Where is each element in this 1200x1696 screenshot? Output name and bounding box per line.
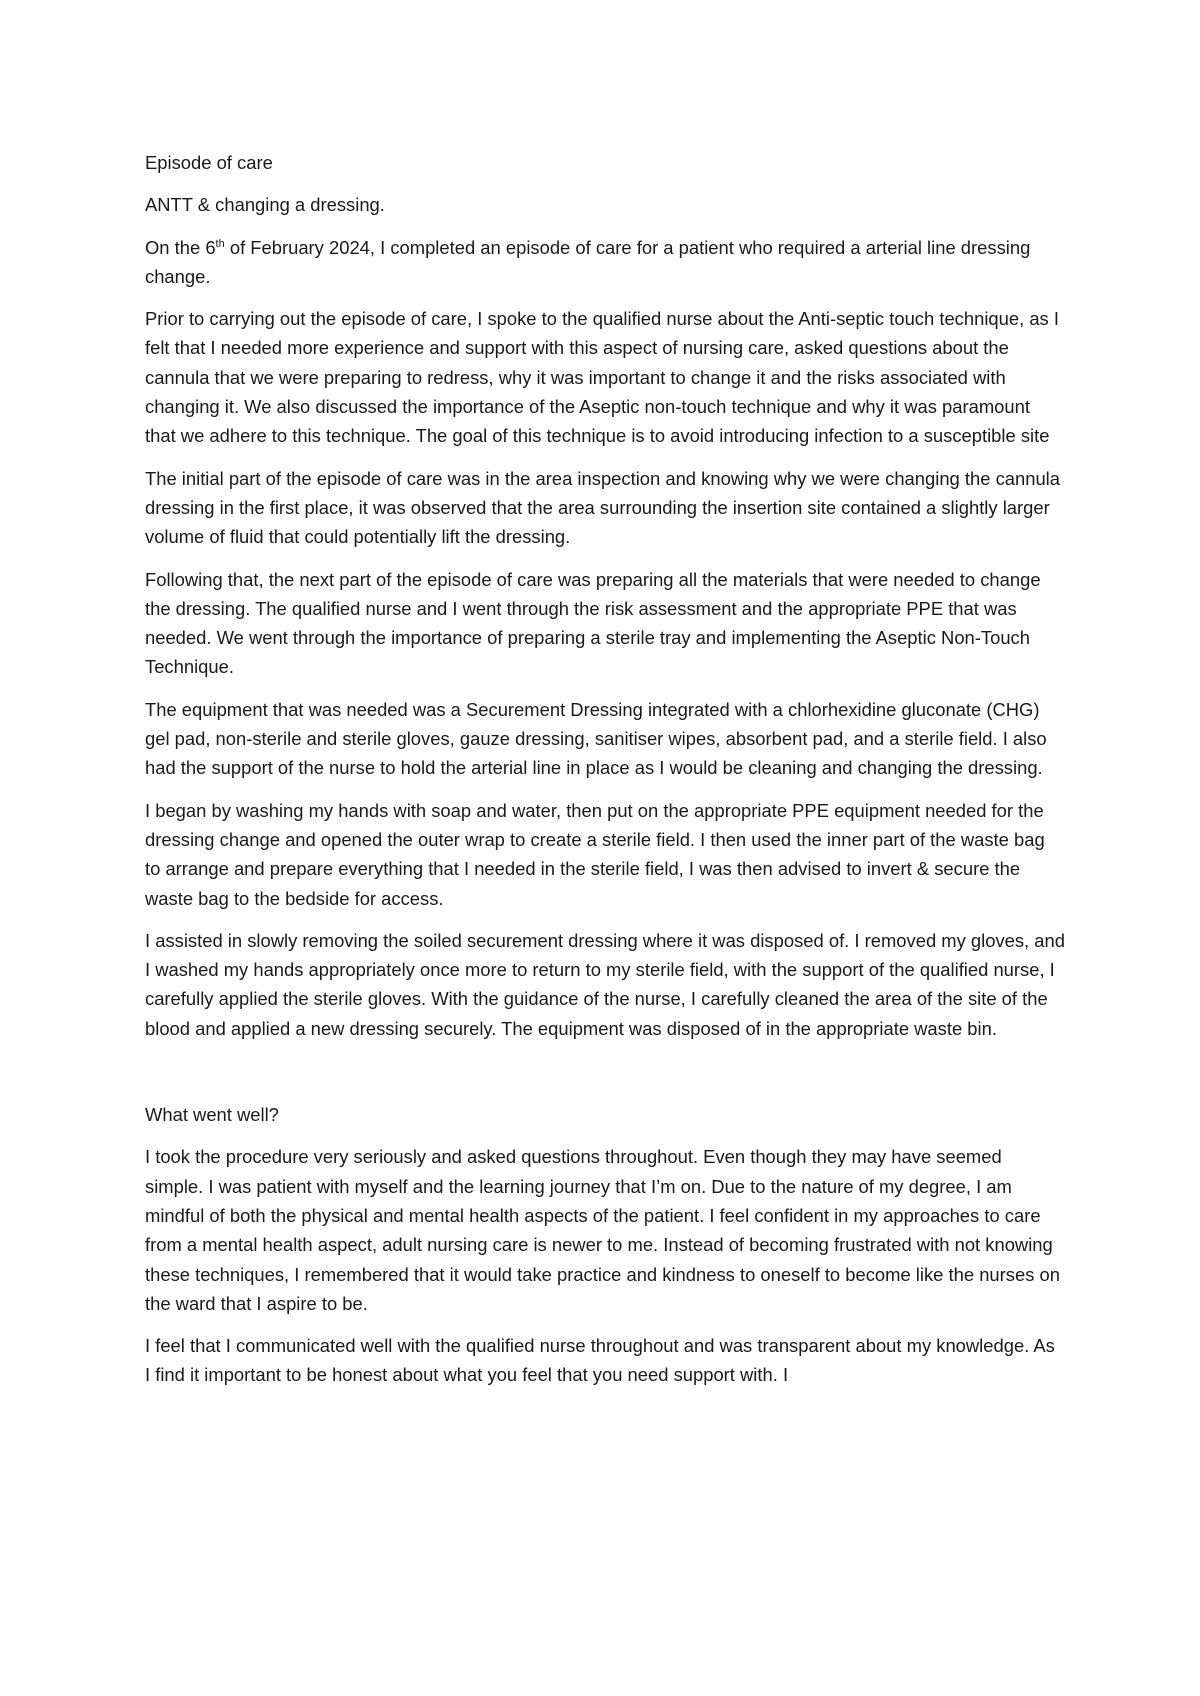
intro-text-before: On the 6 — [145, 236, 216, 258]
body-paragraph: Prior to carrying out the episode of care, I spoke to the qualified nurse about the Anti-septic touch technique, as I felt that I needed more experience and support with this aspect of nursing care, asked questions about the cannula that we were preparing to redress, why it was important to change it and the risks associated with changing it. We also discussed the importance of the Aseptic non-touch technique and why it was paramount that we adhere to this technique. The goal of this technique is to avoid introducing infection to a susceptible site — [145, 308, 1059, 447]
body-paragraph: The equipment that was needed was a Securement Dressing integrated with a chlorhexidine gluconate (CHG) gel pad, non-sterile and sterile gloves, gauze dressing, sanitiser wipes, absorbent pad, and a sterile field. I also had the support of the nurse to hold the arterial line in place as I would be cleaning and changing the dressing. — [145, 698, 1047, 779]
document-title: Episode of care — [145, 152, 273, 173]
section-spacer — [145, 1056, 1065, 1100]
document-subtitle: ANTT & changing a dressing. — [145, 194, 385, 216]
ordinal-suffix: th — [215, 237, 225, 250]
section-paragraph: I feel that I communicated well with the qualified nurse throughout and was transparent about my knowledge. As I find it important to be honest about what you feel that you need support with. I — [145, 1335, 1055, 1386]
section-heading: What went well? — [145, 1104, 279, 1126]
section-paragraph: I took the procedure very seriously and asked questions throughout. Even though they may have seemed simple. I was patient with myself and the learning journey that I’m on. Due to the nature of my degree, I am mindful of both the physical and mental health aspects of the patient. I feel confident in my approaches to care from a mental health aspect, adult nursing care is newer to me. Instead of becoming frustrated with not knowing these techniques, I remembered that it would take practice and kindness to oneself to become like the nurses on the ward that I aspire to be. — [145, 1146, 1060, 1314]
intro-text-after: of February 2024, I completed an episode of care for a patient who required a arterial line dressing change. — [145, 236, 1031, 287]
body-paragraph: Following that, the next part of the episode of care was preparing all the materials that were needed to change the dressing. The qualified nurse and I went through the risk assessment and the appropriate PPE that was needed. We went through the importance of preparing a sterile tray and implementing the Aseptic Non-Touch Technique. — [145, 568, 1041, 678]
body-paragraph: I assisted in slowly removing the soiled securement dressing where it was disposed of. I removed my gloves, and I washed my hands appropriately once more to return to my sterile field, with the support of the qualified nurse, I carefully applied the sterile gloves. With the guidance of the nurse, I carefully cleaned the area of the site of the blood and applied a new dressing securely. The equipment was disposed of in the appropriate waste bin. — [145, 929, 1065, 1039]
body-paragraph: The initial part of the episode of care was in the area inspection and knowing why we were changing the cannula dressing in the first place, it was observed that the area surrounding the insertion site contained a slightly larger volume of fluid that could potentially lift the dressing. — [145, 467, 1060, 548]
intro-paragraph — [145, 233, 1065, 292]
body-paragraph: I began by washing my hands with soap and water, then put on the appropriate PPE equipment needed for the dressing change and opened the outer wrap to create a sterile field. I then used the inner part of the waste bag to arrange and prepare everything that I needed in the sterile field, I was then advised to invert & secure the waste bag to the bedside for access. — [145, 799, 1045, 909]
document-page — [145, 148, 1065, 1403]
